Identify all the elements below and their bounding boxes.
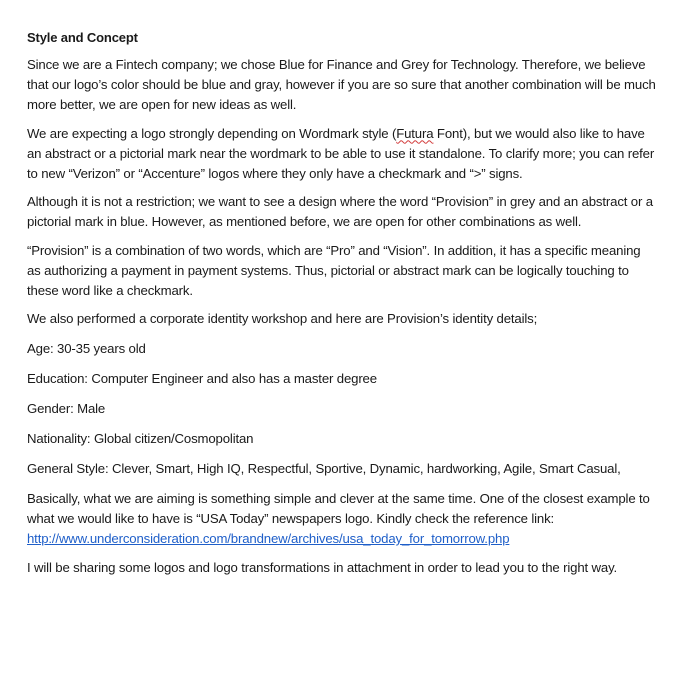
- reference-link[interactable]: http://www.underconsideration.com/brandnew/archives/usa_today_for_tomorrow.php: [27, 531, 510, 546]
- identity-nationality: Nationality: Global citizen/Cosmopolitan: [27, 431, 254, 446]
- section-heading: Style and Concept: [27, 30, 138, 45]
- text-segment: We are expecting a logo strongly depending on Wordmark style (: [27, 125, 397, 141]
- paragraph-color-rationale: Since we are a Fintech company; we chose Blue for Finance and Grey for Technology. Therefore, we believe that our logo’s color should be blue and gray, however if you are so sure that another combination will be much more better, we are open for new ideas as well.: [27, 57, 656, 112]
- document-page: [27, 28, 657, 586]
- paragraph-name-meaning: “Provision” is a combination of two words, which are “Pro” and “Vision”. In addition, it has a specific meaning as authorizing a payment in payment systems. Thus, pictorial or abstract mark can be logically touching to these word like a checkmark.: [27, 242, 641, 298]
- paragraph-attachments-note: I will be sharing some logos and logo transformations in attachment in order to lead you to the right way.: [27, 559, 618, 575]
- paragraph-identity-intro: We also performed a corporate identity workshop and here are Provision’s identity details;: [27, 311, 538, 326]
- paragraph-design-preference: Although it is not a restriction; we want to see a design where the word “Provision” in grey and an abstract or a pictorial mark in blue. However, as mentioned before, we are open for other combinations as well.: [27, 194, 653, 229]
- paragraph-wordmark-style: [27, 124, 657, 184]
- paragraph-reference-example: [27, 489, 657, 549]
- identity-age: Age: 30-35 years old: [27, 341, 146, 356]
- identity-education: Education: Computer Engineer and also has a master degree: [27, 371, 377, 386]
- identity-gender: Gender: Male: [27, 401, 106, 416]
- text-segment: Basically, what we are aiming is something simple and clever at the same time. One of the closest example to what we would like to have is “USA Today” newspapers logo. Kindly check the reference link:: [27, 491, 650, 526]
- spellcheck-flagged-word[interactable]: Futura: [396, 125, 434, 141]
- text-segment: Font), but we would also like to have an abstract or a pictorial mark near the wordmark to be able to use it standalone. To clarify more; you can refer to new “Verizon” or “Accenture” logos where they only have a checkmark and “>” signs.: [27, 125, 655, 181]
- identity-general-style: General Style: Clever, Smart, High IQ, Respectful, Sportive, Dynamic, hardworking, Agile, Smart Casual,: [27, 461, 621, 476]
